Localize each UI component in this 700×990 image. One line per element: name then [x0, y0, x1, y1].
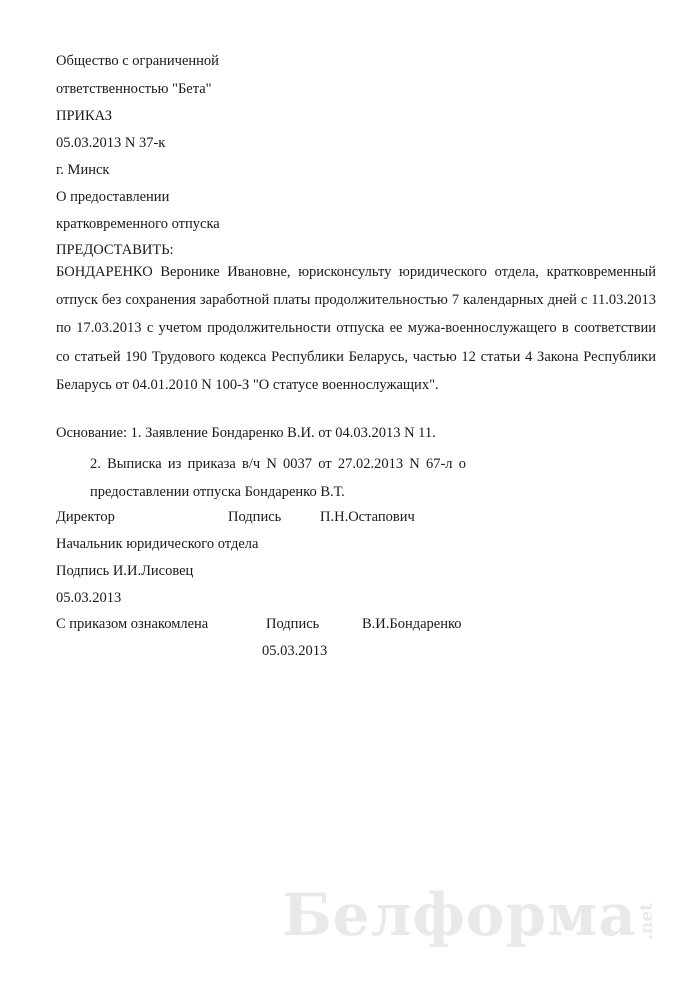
organization-name-line-1: Общество с ограниченной — [56, 53, 219, 69]
director-title: Директор — [56, 509, 115, 525]
document-subject-line-1: О предоставлении — [56, 189, 170, 205]
director-signature: Подпись — [228, 509, 282, 525]
legal-head-signature: Подпись И.И.Лисовец — [56, 563, 194, 579]
basis-item-2-line-1: 2. Выписка из приказа в/ч N 0037 от 27.02.2013 N 67-л о — [90, 456, 466, 472]
document-city: г. Минск — [56, 162, 110, 178]
order-directive: ПРЕДОСТАВИТЬ: — [56, 242, 174, 258]
acknowledgement-name: В.И.Бондаренко — [362, 616, 462, 632]
acknowledgement-label: С приказом ознакомлена — [56, 616, 209, 632]
document-type-title: ПРИКАЗ — [56, 108, 113, 124]
document-date-number: 05.03.2013 N 37-к — [56, 135, 166, 151]
document-subject-line-2: кратковременного отпуска — [56, 216, 220, 232]
acknowledgement-date: 05.03.2013 — [262, 643, 328, 659]
watermark-suffix-text: .net — [637, 903, 657, 940]
legal-head-date: 05.03.2013 — [56, 590, 122, 606]
acknowledgement-signature: Подпись — [266, 616, 320, 632]
watermark-brand-text: Белформа — [282, 881, 637, 949]
basis-item-1: Основание: 1. Заявление Бондаренко В.И. от 04.03.2013 N 11. — [56, 425, 436, 441]
order-body-text: БОНДАРЕНКО Веронике Ивановне, юрисконсульту юридического отдела, кратковременный отпуск без сохранения заработной платы продолжительностью 7 календарных дней с 11.03.2013 по 17.03.2013 с учетом продолжительности отпуска ее мужа-военнослужащего в соответствии со статьей 190 Трудового кодекса Республики Беларусь, частью 12 статьи 4 Закона Республики Беларусь от 04.01.2010 N 100-З "О статусе военнослужащих". — [56, 264, 656, 393]
organization-name-line-2: ответственностью "Бета" — [56, 81, 212, 97]
belforma-watermark-logo — [282, 881, 657, 949]
director-name: П.Н.Остапович — [320, 509, 415, 525]
legal-head-title: Начальник юридического отдела — [56, 536, 259, 552]
basis-item-2-line-2: предоставлении отпуска Бондаренко В.Т. — [90, 484, 345, 500]
